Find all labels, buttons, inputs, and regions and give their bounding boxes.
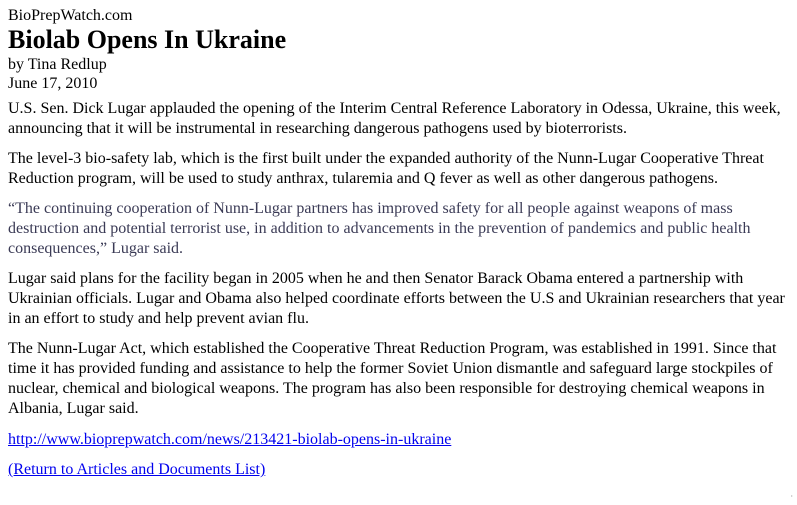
article-paragraph-1: U.S. Sen. Dick Lugar applauded the opening of the Interim Central Reference Laboratory in Odessa, Ukraine, this week, announcing that it will be instrumental in researching dangerous pathogens used by bioterrorists.: [8, 100, 781, 137]
document-page: [8, 6, 788, 480]
site-name: BioPrepWatch.com: [8, 7, 133, 24]
article-byline: by Tina Redlup: [8, 56, 107, 73]
return-link-container: [8, 460, 788, 480]
article-quote-paragraph: “The continuing cooperation of Nunn-Lugar partners has improved safety for all people against weapons of mass destruction and potential terrorist use, in addition to advancements in the prevention of pandemics and public health consequences,” Lugar said.: [8, 200, 751, 257]
source-url-link[interactable]: http://www.bioprepwatch.com/news/213421-biolab-opens-in-ukraine: [8, 431, 452, 448]
article-paragraph-4: Lugar said plans for the facility began in 2005 when he and then Senator Barack Obama entered a partnership with Ukrainian officials. Lugar and Obama also helped coordinate efforts between the U.S and Ukrainian researchers that year in an effort to study and help prevent avian flu.: [8, 270, 785, 327]
return-to-list-link[interactable]: (Return to Articles and Documents List): [8, 461, 266, 478]
source-link-container: [8, 430, 788, 450]
page-title: Biolab Opens In Ukraine: [8, 25, 287, 54]
article-date: June 17, 2010: [8, 75, 98, 92]
corner-mark: ·: [790, 492, 793, 501]
article-paragraph-5: The Nunn-Lugar Act, which established the Cooperative Threat Reduction Program, was established in 1991. Since that time it has provided funding and assistance to help the former Soviet Union dismantle and safeguard large stockpiles of nuclear, chemical and biological weapons. The program has also been responsible for destroying chemical weapons in Albania, Lugar said.: [8, 340, 777, 417]
article-body: [8, 99, 788, 419]
article-paragraph-2: The level-3 bio-safety lab, which is the first built under the expanded authority of the Nunn-Lugar Cooperative Threat Reduction program, will be used to study anthrax, tularemia and Q fever as well as other dangerous pathogens.: [8, 150, 764, 187]
